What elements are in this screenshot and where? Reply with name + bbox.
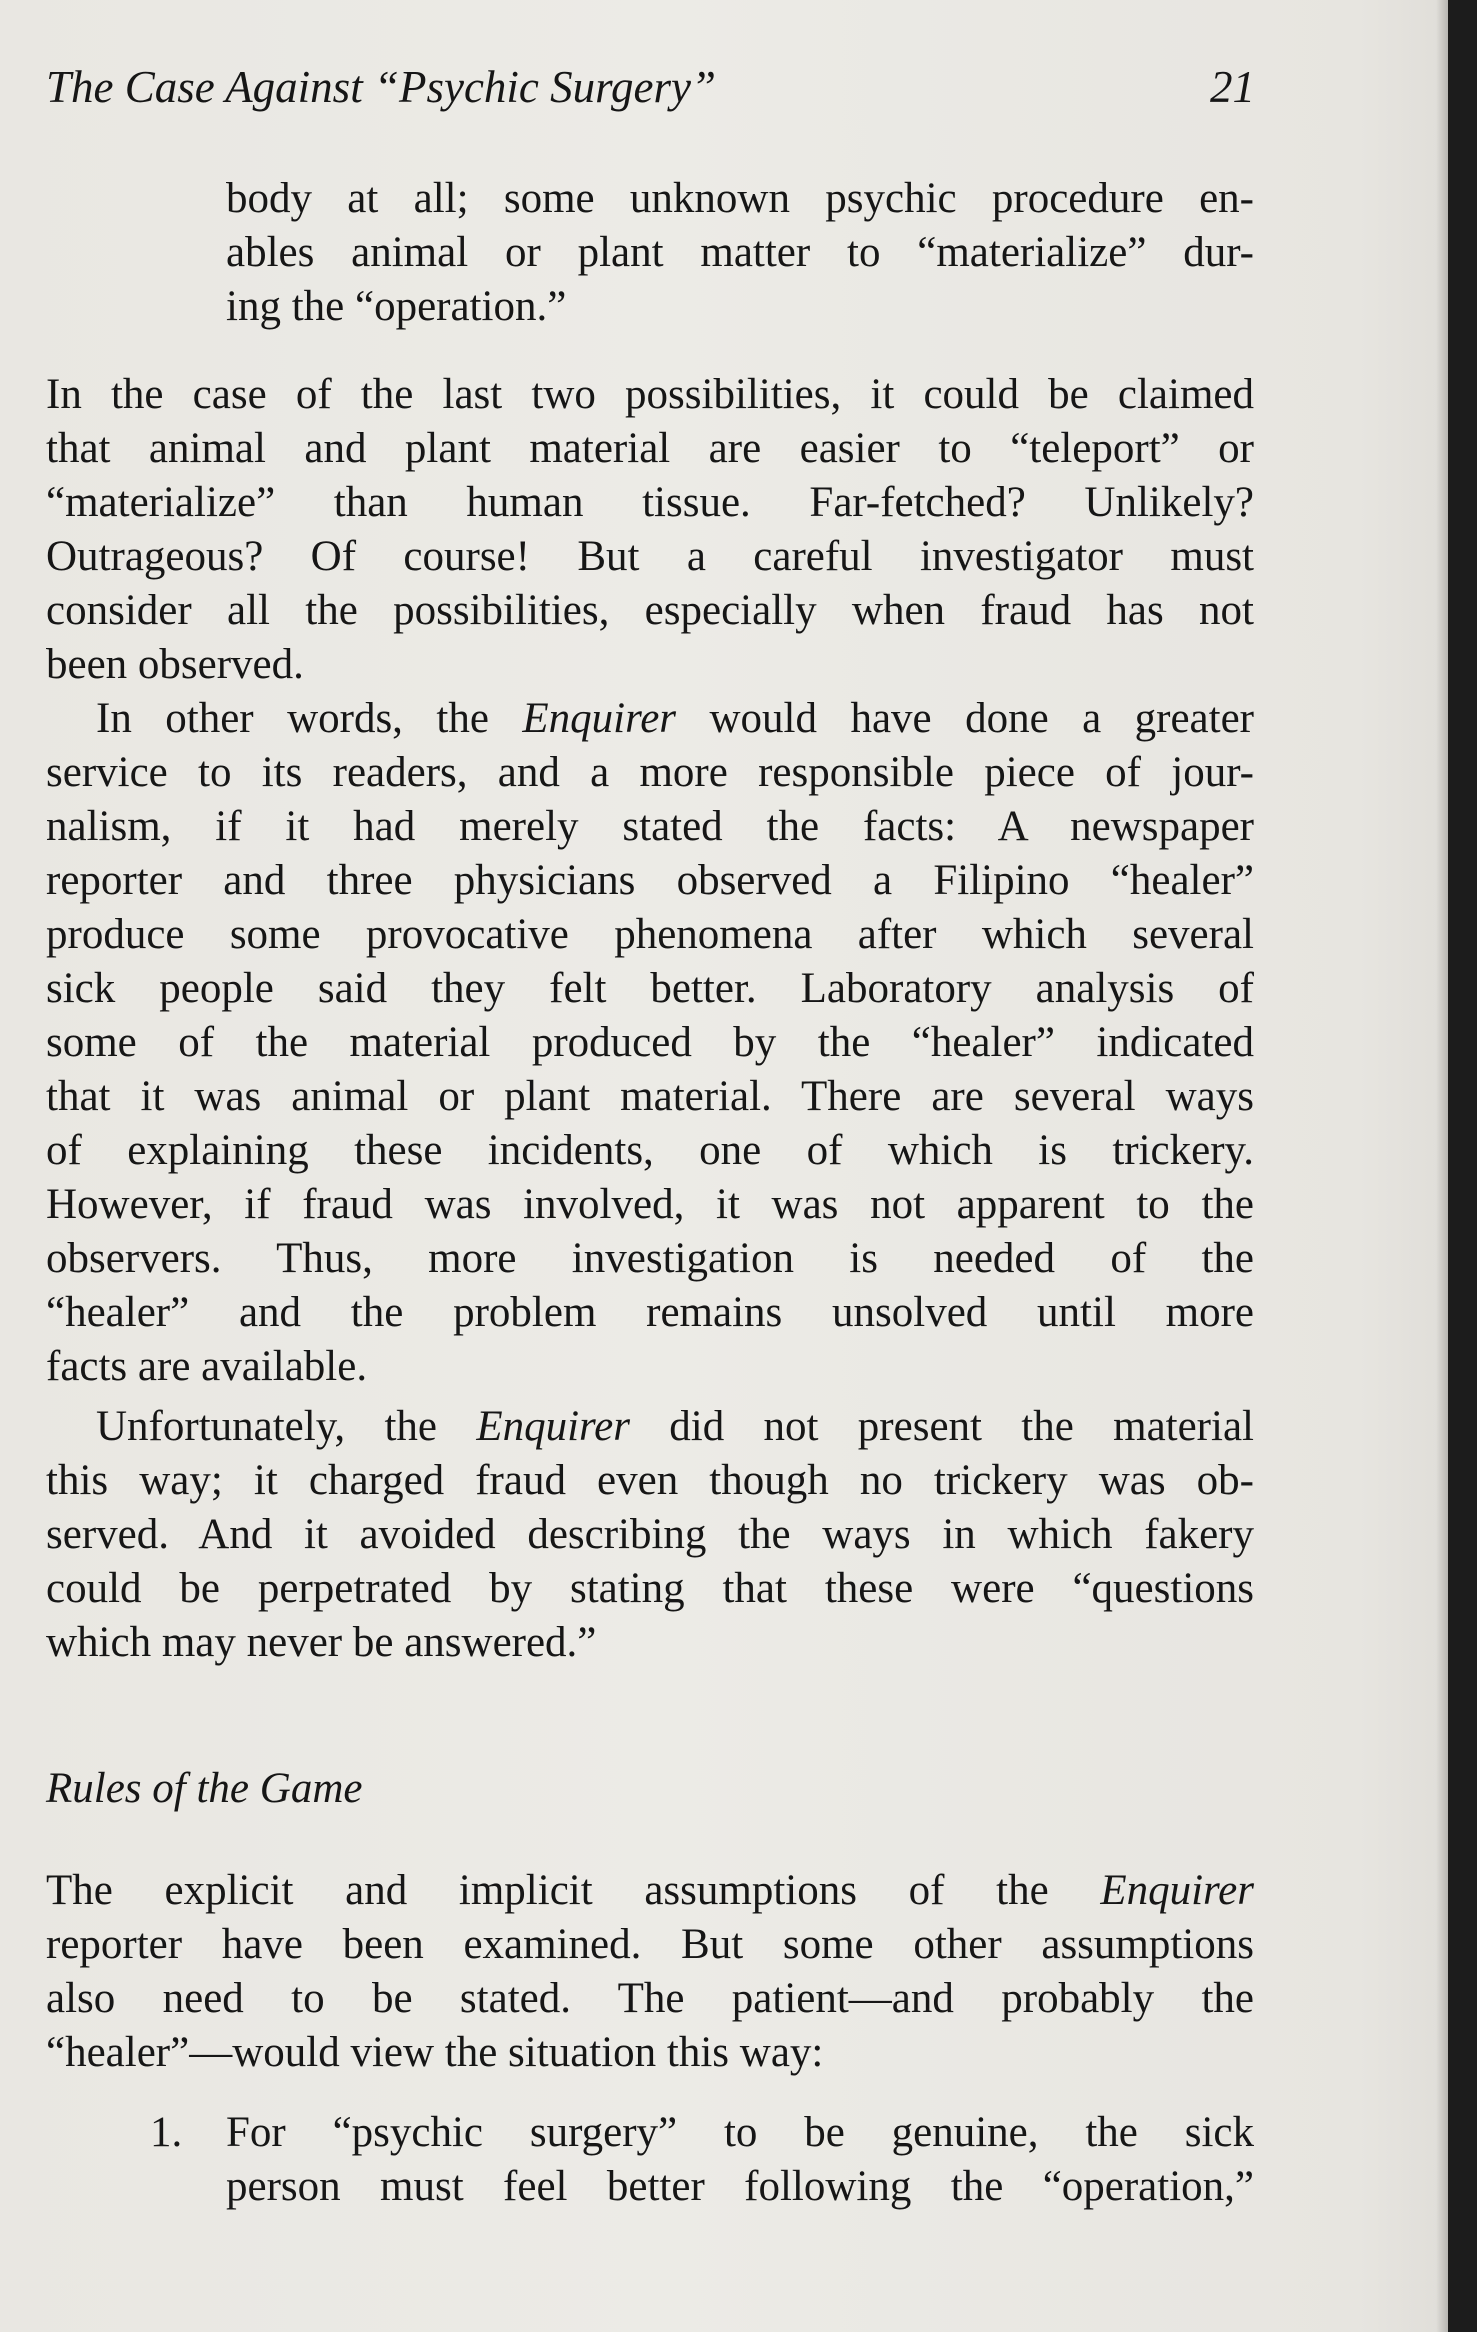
text-line: that animal and plant material are easier to “teleport” or <box>46 425 1254 472</box>
page-number: 21 <box>1210 62 1255 112</box>
text-line: reporter have been examined. But some other assumptions <box>46 1921 1254 1968</box>
text-line: ing the “operation.” <box>226 283 567 330</box>
text-line: reporter and three physicians observed a Filipino “healer” <box>46 857 1254 904</box>
text-line: In the case of the last two possibilities, it could be claimed <box>46 371 1254 418</box>
text-line: The explicit and implicit assumptions of the Enquirer <box>46 1867 1254 1914</box>
text-line: “materialize” than human tissue. Far-fetched? Unlikely? <box>46 479 1254 526</box>
text-line: consider all the possibilities, especially when fraud has not <box>46 587 1254 634</box>
text-line: ables animal or plant matter to “materialize” dur- <box>226 229 1254 276</box>
list-number: 1. <box>150 2109 183 2156</box>
spine-shadow <box>1436 0 1448 2332</box>
text-line: facts are available. <box>46 1343 368 1390</box>
text-line: “healer”—would view the situation this way: <box>46 2029 824 2076</box>
section-heading: Rules of the Game <box>46 1765 363 1812</box>
text-line: also need to be stated. The patient—and probably the <box>46 1975 1254 2022</box>
running-head: The Case Against “Psychic Surgery” <box>46 62 716 112</box>
text-line: body at all; some unknown psychic procedure en- <box>226 175 1254 222</box>
text-line: In other words, the Enquirer would have done a greater <box>96 695 1254 742</box>
text-line: some of the material produced by the “healer” indicated <box>46 1019 1254 1066</box>
text-line: nalism, if it had merely stated the facts: A newspaper <box>46 803 1254 850</box>
book-spine <box>1448 0 1477 2332</box>
list-item-line: person must feel better following the “operation,” <box>226 2163 1254 2210</box>
text-line: service to its readers, and a more responsible piece of jour- <box>46 749 1254 796</box>
list-item-line: For “psychic surgery” to be genuine, the sick <box>226 2109 1254 2156</box>
text-line: sick people said they felt better. Laboratory analysis of <box>46 965 1254 1012</box>
emphasis: Enquirer <box>1100 1867 1254 1914</box>
text-line: produce some provocative phenomena after which several <box>46 911 1254 958</box>
text-line: observers. Thus, more investigation is needed of the <box>46 1235 1254 1282</box>
text-line: which may never be answered.” <box>46 1619 597 1666</box>
text-line: of explaining these incidents, one of which is trickery. <box>46 1127 1254 1174</box>
text-line: Outrageous? Of course! But a careful investigator must <box>46 533 1254 580</box>
emphasis: Enquirer <box>476 1403 630 1450</box>
text-line: been observed. <box>46 641 304 688</box>
text-line: that it was animal or plant material. There are several ways <box>46 1073 1254 1120</box>
text-line: However, if fraud was involved, it was not apparent to the <box>46 1181 1254 1228</box>
text-line: Unfortunately, the Enquirer did not present the material <box>96 1403 1254 1450</box>
text-line: served. And it avoided describing the ways in which fakery <box>46 1511 1254 1558</box>
text-line: “healer” and the problem remains unsolved until more <box>46 1289 1254 1336</box>
emphasis: Enquirer <box>522 695 677 742</box>
text-line: this way; it charged fraud even though no trickery was ob- <box>46 1457 1254 1504</box>
text-line: could be perpetrated by stating that these were “questions <box>46 1565 1254 1612</box>
